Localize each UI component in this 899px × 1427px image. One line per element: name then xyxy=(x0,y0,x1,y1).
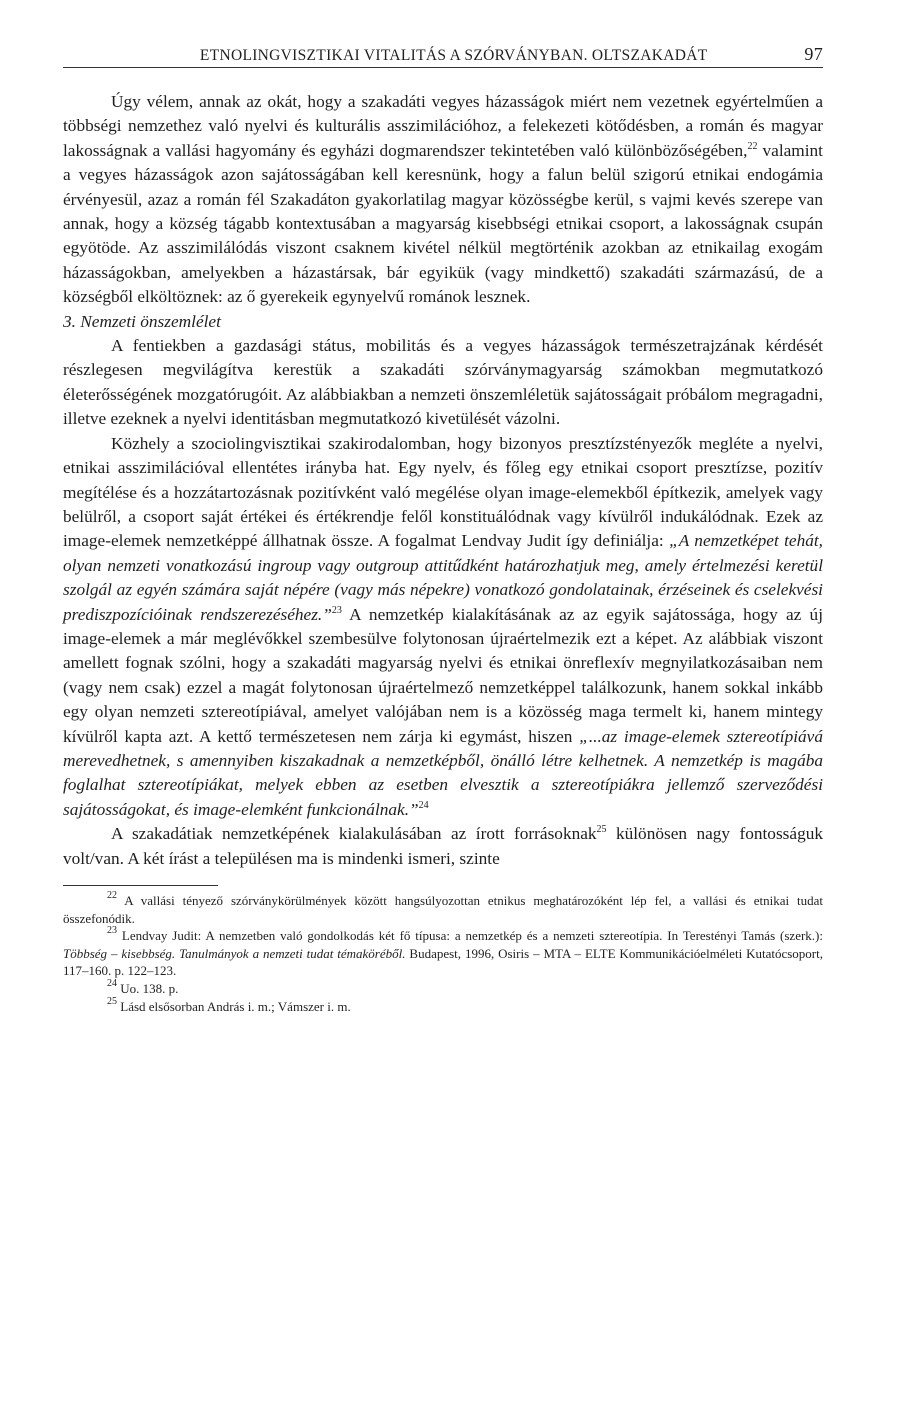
footnote-23: $^{23}$ Lendvay Judit: A nemzetben való gondolkodás két fő típusa: a nemzetkép és a nemzeti sztereotípia. In Terestényi Tamás (szerk.): Többség – kisebbség. Tanulmányok a nemzeti tudat témaköréből. Budapest, 1996, Osiris – MTA – ELTE Kommunikációelméleti Kutatócsoport, 117–160. p. 122–123. xyxy=(63,925,823,979)
running-header xyxy=(63,44,823,68)
footnote-divider xyxy=(63,885,218,886)
paragraph-3: Közhely a szociolingvisztikai szakirodalomban, hogy bizonyos presztízstényezők megléte a nyelvi, etnikai asszimilációval ellentétes irányba hat. Egy nyelv, és főleg egy etnikai csoport presztízse, pozitív megítélése és a hozzátartozásnak pozitívként való megélése olyan image-elemekből építkezik, amelyek vagy belülről, a csoport saját értékei és értékrendje felől konstituálódnak vagy kívülről indukálódnak. Ezek az image-elemek nemzetképpé állhatnak össze. A fogalmat Lendvay Judit így definiálja: „A nemzetképet tehát, olyan nemzeti vonatkozású ingroup vagy outgroup attitűdként határozhatjuk meg, amely értelmezési keretül szolgál az egyén számára saját népére (vagy más népekre) vonatkozó gondolatainak, érzéseinek és cselekvési prediszpozícióinak rendszerezéséhez.”$^{23}$ A nemzetkép kialakításának az az egyik sajátossága, hogy az új image-elemek a már meglévőkkel szembesülve folytonosan újraértelmezik ezt a képet. Az alábbiak viszont amellett fognak szólni, hogy a szakadáti magyarság nyelvi és etnikai önreflexív megnyilatkozásaiban nem (vagy nem csak) ezzel a magát folytonosan újraértelmező nemzetképpel találkozunk, hanem sokkal inkább egy olyan nemzeti sztereotípiával, amelyet valójában nem is a közösség maga termelt ki, hanem mintegy kívülről kapta azt. A kettő természetesen nem zárja ki egymást, hiszen „...az image-elemek sztereotípiává merevedhetnek, s amennyiben kiszakadnak a nemzetképből, önálló létre kelhetnek. A nemzetkép is magába foglalhat sztereotípiákat, melyek ebben az esetben elvesztik a sztereotípiákra jellemző szerveződési sajátosságokat, és image-elemként funkcionálnak.”$^{24}$ xyxy=(63,433,823,819)
footnote-ref-25[interactable]: 25 xyxy=(596,824,607,836)
paragraph-2: A fentiekben a gazdasági státus, mobilitás és a vegyes házasságok természetrajzának kérdését részlegesen megvilágítva kerestük a szakadáti szórványmagyarság számokban megmutatkozó életerősségének mozgatórugóit. Az alábbiakban a nemzeti önszemléletük sajátosságait próbálom megragadni, illetve ezeknek a nyelvi identitásban megmutatkozó kivetülését vázolni. xyxy=(63,336,823,429)
quote-lendvay: „A nemzetképet tehát, olyan nemzeti vonatkozású ingroup vagy outgroup attitűdként határozhatjuk meg, amely értelmezési keretül szolgál az egyén számára saját népére (vagy más népekre) vonatkozó gondolatainak, érzéseinek és cselekvési prediszpozícióinak rendszerezéséhez.” xyxy=(63,531,823,624)
section-heading: 3. Nemzeti önszemlélet xyxy=(63,311,221,331)
footnote-ref-23[interactable]: 23 xyxy=(331,604,342,616)
footnotes xyxy=(63,892,823,1015)
page-number: 97 xyxy=(804,44,823,64)
paragraph-4: A szakadátiak nemzetképének kialakulásában az írott forrásoknak$^{25}$ különösen nagy fontosságuk volt/van. A két írást a településen ma is mindenki ismeri, szinte xyxy=(63,824,823,868)
footnote-24: $^{24}$ Uo. 138. p. xyxy=(107,977,179,996)
footnote-ref-22[interactable]: 22 xyxy=(747,140,758,152)
footnote-ref-24[interactable]: 24 xyxy=(418,799,429,811)
quote-lendvay-2: „...az image-elemek sztereotípiává merevedhetnek, s amennyiben kiszakadnak a nemzetképből, önálló létre kelhetnek. A nemzetkép is magába foglalhat sztereotípiákat, melyek ebben az esetben elvesztik a sztereotípiákra jellemző szerveződési sajátosságokat, és image-elemként funkcionálnak.” xyxy=(63,726,823,819)
page xyxy=(63,44,823,1015)
footnote-25: $^{25}$ Lásd elsősorban András i. m.; Vámszer i. m. xyxy=(107,995,351,1014)
header-title: ETNOLINGVISZTIKAI VITALITÁS A SZÓRVÁNYBAN. OLTSZAKADÁT xyxy=(199,47,708,64)
body-text xyxy=(63,90,823,871)
footnote-22: $^{22}$ A vallási tényező szórványkörülmények között hangsúlyozottan etnikus meghatározóként lép fel, a vallási és etnikai tudat összefonódik. xyxy=(63,890,823,926)
paragraph-1: Úgy vélem, annak az okát, hogy a szakadáti vegyes házasságok miért nem vezetnek egyértelműen a többségi nemzethez való nyelvi és kulturális asszimilációhoz, a felekezeti kötődésben, a román és magyar lakosságnak a vallási hagyomány és egyházi dogmarendszer tekintetében való különbözőségében,$^{22}$ valamint a vegyes házasságok azon sajátosságában kell keresnünk, hogy a falun belül szigorú etnikai endogámia érvényesül, azaz a román fél Szakadáton gyakorlatilag magyar közösségbe kerül, s vajmi kevés szerepe van annak, hogy a község tágabb kontextusában a magyarság kisebbségi etnikai csoport, a lakosságnak csupán egyötöde. Az asszimilálódás viszont csaknem kivétel nélkül megtörténik azokban az etnikailag exogám házasságokban, amelyekben a házastársak, bár egyikük (vagy mindkettő) szakadáti származású, de a községből elköltöznek: az ő gyerekeik egynyelvű románok lesznek. xyxy=(63,92,823,307)
